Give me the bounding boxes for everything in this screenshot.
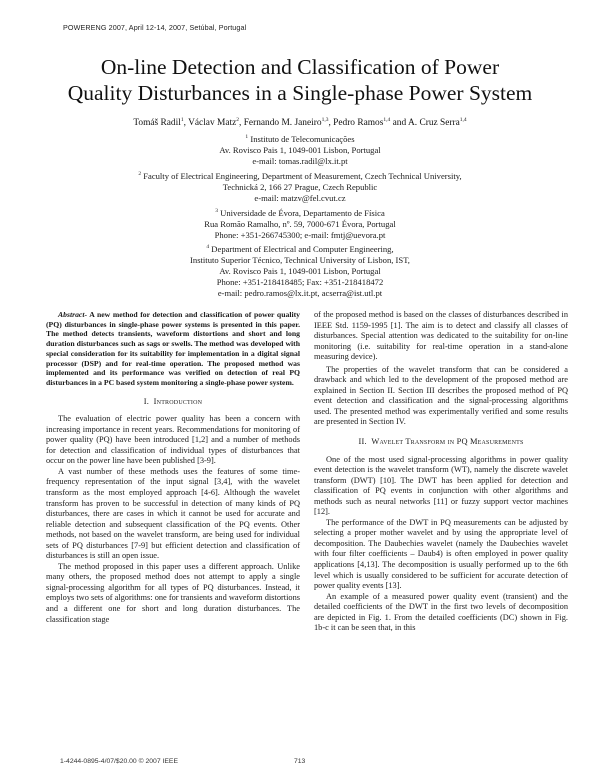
affiliation-email: e-mail: tomas.radil@lx.it.pt [252,155,348,166]
section-heading-introduction [46,397,300,408]
affiliation-email: e-mail: matzv@fel.cvut.cz [254,192,346,203]
affiliation-line: Instituto de Telecomunicações [250,133,355,144]
section-title: Introduction [153,396,203,406]
body-paragraph: The performance of the DWT in PQ measurements can be adjusted by selecting a proper mother wavelet and by using the appropriate level of decomposition. The Daubechies wavelet (namely the Daubechies wavelet with four filter coefficients – Daub4) is often employed in power quality applications [4,13]. The decomposition is usually performed up to the 6th level which is usually considered to be sufficient for accurate detection of power quality events [13]. [314,517,568,591]
affiliation-1 [40,132,560,167]
abstract-label: Abstract- [58,310,88,319]
body-paragraph: The method proposed in this paper uses a different approach. Unlike many others, the proposed method does not attempt to apply a single signal-processing algorithm for all types of PQ disturbances. Instead, it employs two sets of algorithms: one for transients and waveform distortions and a different one for short and long duration disturbances. The classification stage [46,561,300,624]
abstract-text: A new method for detection and classification of power quality (PQ) disturbances in single-phase power systems is presented in this paper. The method detects transients, waveform distortions and short and long duration disturbances such as sags or swells. The method was developed with special consideration for its suitability for implementation in a digital signal processor (DSP) and for real-time operation. The proposed method was implemented and its performance was verified on detection of real PQ disturbances in a PC based system monitoring a single-phase power system. [46,310,300,387]
body-paragraph: of the proposed method is based on the classes of disturbances described in IEEE Std. 1159-1995 [1]. The aim is to detect and classify all classes of disturbances. Special attention was dedicated to the suitability for on-line monitoring (i.e. suitability for real-time operation in a stand-alone measuring device). [314,310,568,362]
affiliation-4 [40,242,560,299]
author-sup: 1,3 [321,117,329,123]
section-heading-wavelet [314,437,568,448]
affiliation-email: e-mail: pedro.ramos@lx.it.pt, acserra@ist.utl.pt [217,287,383,298]
body-paragraph: A vast number of these methods uses the features of some time-frequency representation of the input signal [3,4], with the wavelet transform as the most employed approach [4-6]. Although the wavelet transform has proven to be successful in detection of many kinds of PQ disturbances, there are cases in which it cannot be used for accurate and reliable detection and subsequent classification of the PQ events. Other methods, not based on the wavelet transform, are being used for individual sets of PQ disturbances [7-9] but efficient detection and classification of disturbances is still an open issue. [46,466,300,561]
conference-header: POWERENG 2007, April 12-14, 2007, Setúbal, Portugal [63,23,247,32]
affiliation-line: Instituto Superior Técnico, Technical University of Lisbon, IST, [190,254,410,265]
affiliation-sup: 1 [245,134,249,140]
affiliation-line: Department of Electrical and Computer Engineering, [211,243,394,254]
footer-isbn: 1-4244-0895-4/07/$20.00 © 2007 IEEE [60,758,178,765]
author-sup: 1 [180,117,184,123]
left-column [46,310,300,625]
affiliation-3 [40,206,560,241]
author-name: Pedro Ramos [333,118,384,129]
affiliation-2 [40,169,560,204]
abstract [46,310,300,388]
affiliation-sup: 2 [138,171,142,177]
author-sup: 2 [236,117,240,123]
body-paragraph: The evaluation of electric power quality has been a concern with increasing importance in recent years. Recommendations for monitoring of power quality (PQ) have been introduced [1,2] and a number of methods for detection and classification of individual types of disturbances that occur on the power line have been published [3-9]. [46,414,300,466]
right-column [314,310,568,634]
author-name: Fernando M. Janeiro [243,118,322,129]
section-number: I. [143,396,150,406]
section-number: II. [358,437,367,447]
body-paragraph: The properties of the wavelet transform that can be considered a drawback and which led to the development of the proposed method are explained in Section II. Section III describes the proposed method of PQ event detection and classification and the signal-processing algorithms used. The presented method was experimentally verified and some results are presented in Section IV. [314,364,568,427]
author-sup: 1,4 [383,117,391,123]
paper-title-line-2: Quality Disturbances in a Single-phase Power System [67,81,533,105]
body-paragraph: One of the most used signal-processing algorithms in power quality event detection is the wavelet transform (WT), namely the discrete wavelet transform (DWT) [10]. The DWT has been applied for detection and classification of PQ events in conjunction with other algorithms and methods such as neural networks [11] or fuzzy support vector machines [12]. [314,454,568,517]
affiliation-line: Av. Rovisco Pais 1, 1049-001 Lisbon, Portugal [219,144,381,155]
affiliation-sup: 3 [215,208,218,214]
paper-title-line-1: On-line Detection and Classification of Power [100,55,500,79]
author-name: Václav Matz [188,118,237,129]
page-number: 713 [294,758,306,765]
affiliation-line: Faculty of Electrical Engineering, Department of Measurement, Czech Technical University, [143,170,462,181]
affiliation-line: Av. Rovisco Pais 1, 1049-001 Lisbon, Portugal [219,265,381,276]
author-name: A. Cruz Serra [407,118,460,129]
affiliation-line: Rua Romão Ramalho, nº. 59, 7000-671 Évora, Portugal [204,218,396,229]
author-sup: 1,4 [459,117,467,123]
affiliation-sup: 4 [206,244,210,250]
affiliation-line: Technická 2, 166 27 Prague, Czech Republic [222,181,378,192]
body-paragraph: An example of a measured power quality event (transient) and the detailed coefficients of the DWT in the first two levels of decomposition are depicted in Fig. 1. From the detailed coefficients (DC) shown in Fig. 1b-c it can be seen that, in this [314,591,568,633]
affiliation-email: Phone: +351-266745300; e-mail: fmtj@uevora.pt [214,229,386,240]
affiliation-line: Universidade de Évora, Departamento de Física [220,207,385,218]
affiliation-line: Phone: +351-218418485; Fax: +351-218418472 [216,276,384,287]
author-name: Tomáš Radil [133,118,181,129]
section-title: Wavelet Transform in PQ Measurements [371,437,524,447]
author-list: Tomáš Radil$^1$, Václav Matz$^2$, Fernando M. Janeiro$^{1,3}$, Pedro Ramos$^{1,4}$ and A. Cruz Serra$^{1,4}$ [133,117,467,129]
